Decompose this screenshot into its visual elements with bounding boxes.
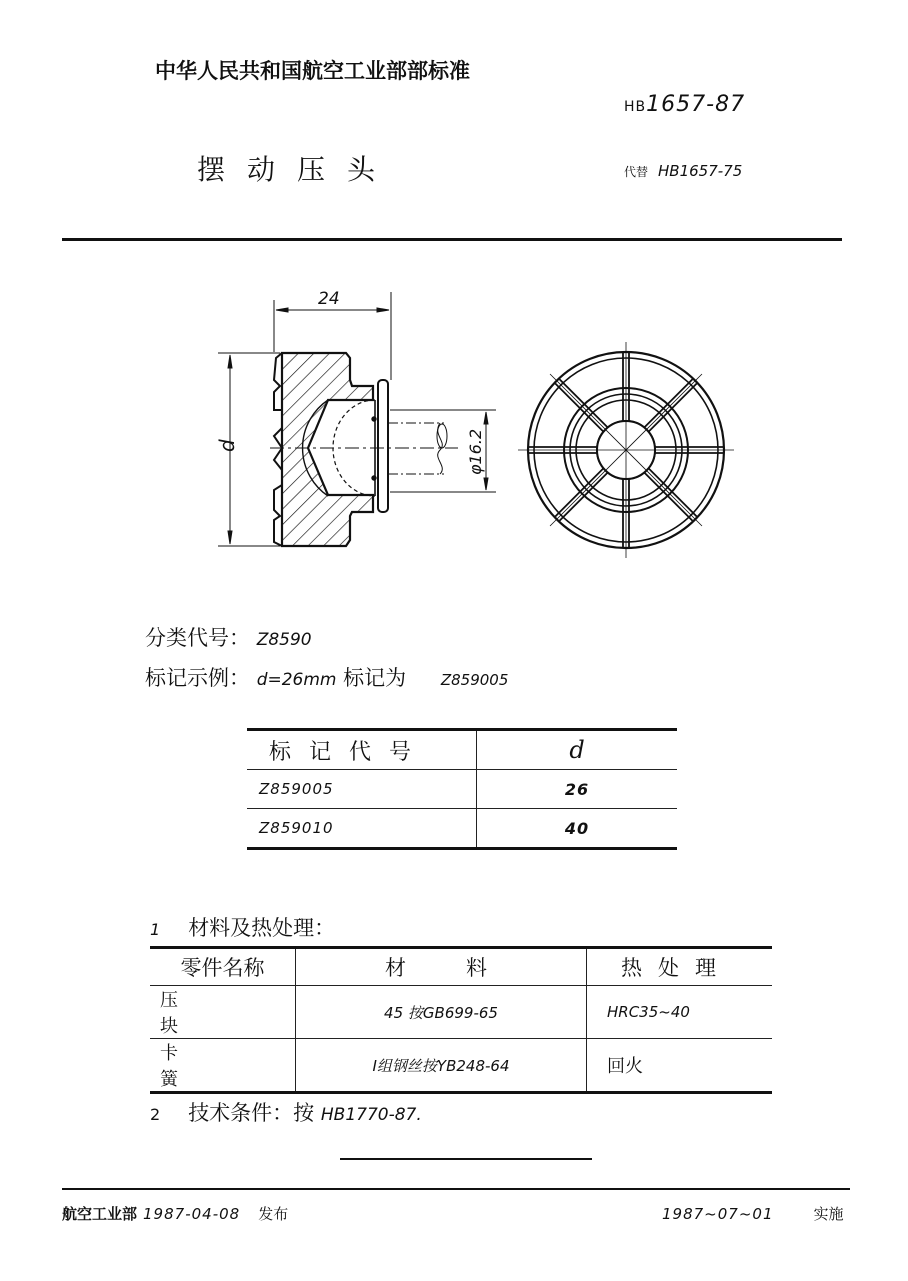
table-row <box>150 986 772 1039</box>
end-view <box>518 342 734 558</box>
cell-heat-treatment: HRC35~40 <box>607 1003 690 1021</box>
replaces-label: 代替 <box>624 165 649 179</box>
replaces-standard <box>624 162 742 180</box>
marking-example-label: 标记示例： <box>145 666 250 690</box>
marking-example-mid-label: 标记为 <box>343 666 407 690</box>
footer-issue <box>62 1203 288 1224</box>
section-reference: HB1770-87. <box>320 1105 422 1125</box>
footer-issuer: 航空工业部 <box>62 1205 138 1223</box>
footer-effective-label: 实施 <box>813 1205 844 1223</box>
marking-example-condition: d=26mm <box>256 670 337 690</box>
section-number: 1 <box>150 920 161 939</box>
column-header-heat-treatment: 热处理 <box>621 956 732 980</box>
table-header-row <box>150 948 772 986</box>
document-title: 摆动压头 <box>197 153 398 186</box>
footer-effective <box>662 1203 844 1224</box>
cell-mark-code: Z859005 <box>247 770 477 809</box>
organization-heading: 中华人民共和国航空工业部部标准 <box>155 59 470 83</box>
cell-d: 40 <box>564 818 590 838</box>
footer-issue-label: 发布 <box>258 1205 289 1223</box>
footer-issue-date: 1987-04-08 <box>143 1205 241 1223</box>
material-table <box>150 946 772 1094</box>
table-row <box>247 770 677 809</box>
end-of-text-rule <box>340 1158 592 1160</box>
column-header-part-name: 零件名称 <box>150 948 296 986</box>
classification-code <box>145 622 312 652</box>
section-title: 材料及热处理： <box>188 916 336 940</box>
replaces-value: HB1657-75 <box>658 162 743 180</box>
marking-example-value: Z859005 <box>440 671 509 689</box>
cell-d: 26 <box>564 779 590 799</box>
cell-mark-code: Z859010 <box>247 809 477 849</box>
table-row <box>150 1039 772 1093</box>
footer-divider <box>62 1188 850 1190</box>
cell-part-name: 压块 <box>150 986 296 1039</box>
side-section-view <box>218 292 496 560</box>
section-number: 2 <box>150 1105 161 1124</box>
column-header-material: 材料 <box>296 948 587 986</box>
column-header-mark-code: 标记代号 <box>247 730 477 770</box>
technical-drawing <box>200 280 760 570</box>
dimension-width-label: 24 <box>318 289 340 309</box>
section-1-heading <box>150 912 335 942</box>
marking-example <box>145 662 508 692</box>
cell-material: 45 按GB699-65 <box>296 986 587 1039</box>
cell-part-name: 卡簧 <box>150 1039 296 1093</box>
cell-material: Ⅰ组钢丝按YB248-64 <box>296 1039 587 1093</box>
table-row <box>247 809 677 849</box>
dimension-diameter-label: d <box>215 439 239 452</box>
footer-effective-date: 1987~07~01 <box>662 1205 774 1223</box>
cell-heat-treatment: 回火 <box>607 1056 643 1077</box>
section-2-heading <box>150 1097 422 1127</box>
section-title: 技术条件：按 <box>188 1101 315 1125</box>
dimension-shaft-label: φ16.2 <box>466 428 485 475</box>
standard-prefix: HB <box>624 99 647 115</box>
column-header-d: d <box>569 736 585 764</box>
standard-number <box>624 92 745 117</box>
table-header-row <box>247 730 677 770</box>
classification-value: Z8590 <box>256 630 312 650</box>
header-divider <box>62 238 842 241</box>
marking-table <box>247 728 677 850</box>
classification-label: 分类代号： <box>145 626 250 650</box>
standard-number-value: 1657-87 <box>646 92 746 117</box>
